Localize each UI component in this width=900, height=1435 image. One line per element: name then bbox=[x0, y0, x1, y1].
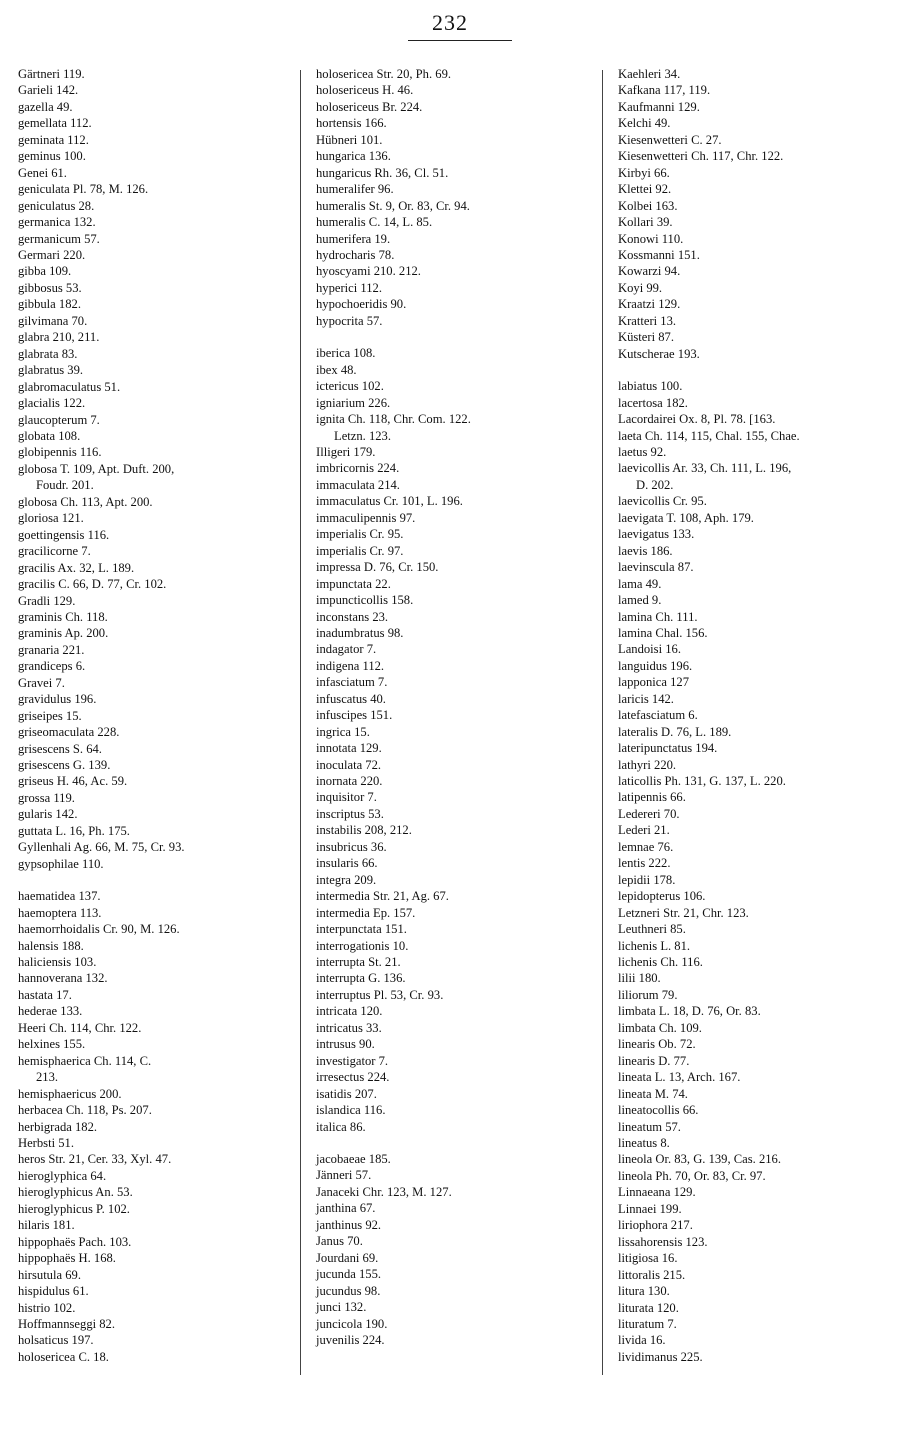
index-entry: Linnaeana 129. bbox=[618, 1185, 696, 1200]
index-entry: hirsutula 69. bbox=[18, 1267, 81, 1282]
index-entry: lamed 9. bbox=[618, 593, 662, 608]
index-entry: Kaufmanni 129. bbox=[618, 99, 700, 114]
index-entry: Herbsti 51. bbox=[18, 1136, 74, 1150]
index-entry: lacertosa 182. bbox=[618, 395, 688, 410]
index-entry: lateralis D. 76, L. 189. bbox=[618, 724, 732, 739]
index-entry: linearis D. 77. bbox=[618, 1053, 690, 1068]
index-entry: Kutscherae 193. bbox=[618, 346, 700, 361]
index-entry: ibex 48. bbox=[316, 362, 357, 377]
index-entry: Jourdani 69. bbox=[316, 1250, 379, 1265]
index-entry: gazella 49. bbox=[18, 99, 73, 114]
index-entry: Lacordairei Ox. 8, Pl. 78. [163. bbox=[618, 412, 776, 427]
index-entry: littoralis 215. bbox=[618, 1267, 686, 1282]
index-entry: hippophaës H. 168. bbox=[18, 1251, 116, 1266]
index-entry-continuation: 213. bbox=[36, 1070, 59, 1085]
index-entry: griseomaculata 228. bbox=[18, 725, 120, 740]
index-entry: globata 108. bbox=[18, 428, 81, 443]
index-entry: haemorrhoidalis Cr. 90, M. 126. bbox=[18, 922, 180, 937]
index-entry: interrupta G. 136. bbox=[316, 971, 406, 986]
index-entry: impressa D. 76, Cr. 150. bbox=[316, 560, 439, 575]
index-entry: linearis Ob. 72. bbox=[618, 1037, 696, 1052]
index-entry: gracilis C. 66, D. 77, Cr. 102. bbox=[18, 577, 167, 592]
index-entry: juvenilis 224. bbox=[316, 1332, 385, 1347]
index-entry: limbata Ch. 109. bbox=[618, 1020, 702, 1035]
index-entry: laevicollis Ar. 33, Ch. 111, L. 196, bbox=[618, 461, 792, 476]
index-entry: Kollari 39. bbox=[618, 215, 673, 230]
index-entry: heros Str. 21, Cer. 33, Xyl. 47. bbox=[18, 1152, 172, 1167]
index-column-1 bbox=[18, 66, 314, 1365]
index-entry: lamina Chal. 156. bbox=[618, 625, 708, 640]
index-entry: indagator 7. bbox=[316, 642, 377, 657]
index-entry: lividimanus 225. bbox=[618, 1349, 703, 1364]
index-entry: inscriptus 53. bbox=[316, 806, 384, 821]
index-entry: islandica 116. bbox=[316, 1103, 386, 1118]
index-entry: Kirbyi 66. bbox=[618, 165, 670, 180]
index-entry: lentis 222. bbox=[618, 856, 671, 871]
index-entry: halensis 188. bbox=[18, 938, 84, 953]
index-entry: janthinus 92. bbox=[316, 1217, 382, 1232]
index-entry: languidus 196. bbox=[618, 658, 693, 673]
index-entry: granaria 221. bbox=[18, 642, 85, 657]
index-entry: goettingensis 116. bbox=[18, 527, 110, 542]
index-entry: haemoptera 113. bbox=[18, 905, 102, 920]
index-entry: glabromaculatus 51. bbox=[18, 379, 121, 394]
index-entry-continuation: D. 202. bbox=[636, 477, 674, 492]
index-entry: hyperici 112. bbox=[316, 280, 382, 295]
index-entry: intricatus 33. bbox=[316, 1020, 382, 1035]
index-entry: immaculata 214. bbox=[316, 477, 400, 492]
index-entry: interpunctata 151. bbox=[316, 922, 407, 937]
index-entry: Illigeri 179. bbox=[316, 444, 376, 459]
index-entry: Linnaei 199. bbox=[618, 1201, 682, 1216]
index-entry: latefasciatum 6. bbox=[618, 708, 698, 723]
index-entry: jucunda 155. bbox=[316, 1267, 382, 1282]
index-entry: gibbula 182. bbox=[18, 297, 81, 312]
index-entry: litigiosa 16. bbox=[618, 1251, 678, 1266]
index-entry: gypsophilae 110. bbox=[18, 856, 104, 871]
index-entry: grandiceps 6. bbox=[18, 659, 86, 674]
index-entry: lineatus 8. bbox=[618, 1136, 670, 1150]
index-entry: italica 86. bbox=[316, 1119, 366, 1134]
index-entry: immaculatus Cr. 101, L. 196. bbox=[316, 494, 463, 509]
index-entry: glabratus 39. bbox=[18, 363, 84, 378]
index-entry: janthina 67. bbox=[316, 1201, 376, 1216]
index-entry: hieroglyphica 64. bbox=[18, 1168, 107, 1183]
index-entry: lineatum 57. bbox=[618, 1119, 681, 1134]
index-entry: juncicola 190. bbox=[316, 1316, 388, 1331]
index-entry: Gradli 129. bbox=[18, 593, 76, 608]
index-entry: imbricornis 224. bbox=[316, 461, 400, 476]
index-entry: glabrata 83. bbox=[18, 346, 78, 361]
index-entry: herbigrada 182. bbox=[18, 1119, 98, 1134]
index-entry: imperialis Cr. 97. bbox=[316, 543, 404, 558]
index-entry: Hübneri 101. bbox=[316, 132, 383, 147]
index-entry: geminus 100. bbox=[18, 149, 86, 164]
index-entry: laetus 92. bbox=[618, 444, 667, 459]
index-entry: humerifera 19. bbox=[316, 231, 391, 246]
index-entry: grossa 119. bbox=[18, 790, 75, 805]
index-entry: hyoscyami 210. 212. bbox=[316, 264, 421, 279]
index-entry: Letzneri Str. 21, Chr. 123. bbox=[618, 905, 749, 920]
index-entry: Garieli 142. bbox=[18, 83, 79, 98]
index-entry: indigena 112. bbox=[316, 658, 385, 673]
index-entry: hungaricus Rh. 36, Cl. 51. bbox=[316, 165, 449, 180]
index-entry: lateripunctatus 194. bbox=[618, 741, 718, 756]
page-number: 232 bbox=[432, 10, 468, 35]
index-entry: jacobaeae 185. bbox=[316, 1152, 391, 1166]
index-entry: immaculipennis 97. bbox=[316, 510, 416, 525]
index-entry: lilii 180. bbox=[618, 971, 661, 986]
index-entry: interrogationis 10. bbox=[316, 938, 409, 953]
index-entry: lamina Ch. 111. bbox=[618, 609, 698, 624]
index-entry: glabra 210, 211. bbox=[18, 330, 100, 345]
index-entry: hemisphaerica Ch. 114, C. bbox=[18, 1053, 152, 1068]
index-entry: intermedia Str. 21, Ag. 67. bbox=[316, 889, 449, 904]
index-entry: lineola Ph. 70, Or. 83, Cr. 97. bbox=[618, 1168, 766, 1183]
index-entry: geniculatus 28. bbox=[18, 198, 95, 213]
index-entry: irresectus 224. bbox=[316, 1070, 390, 1085]
index-entry: lissahorensis 123. bbox=[618, 1234, 708, 1249]
index-entry: Kossmanni 151. bbox=[618, 247, 700, 262]
index-entry: Ledereri 70. bbox=[618, 806, 680, 821]
index-entry: limbata L. 18, D. 76, Or. 83. bbox=[618, 1004, 761, 1019]
index-entry: liriophora 217. bbox=[618, 1218, 693, 1233]
index-entry: griseus H. 46, Ac. 59. bbox=[18, 774, 128, 789]
index-entry: gibbosus 53. bbox=[18, 280, 82, 295]
index-entry: laevigata T. 108, Aph. 179. bbox=[618, 510, 754, 525]
index-entry: holosericeus Br. 224. bbox=[316, 99, 423, 114]
index-entry: Heeri Ch. 114, Chr. 122. bbox=[18, 1020, 142, 1035]
index-entry: lineola Or. 83, G. 139, Cas. 216. bbox=[618, 1152, 782, 1167]
index-entry: infasciatum 7. bbox=[316, 675, 388, 690]
index-entry: Kolbei 163. bbox=[618, 198, 678, 213]
index-entry: Kelchi 49. bbox=[618, 116, 671, 131]
index-entry: Kafkana 117, 119. bbox=[618, 83, 711, 98]
index-entry: hungarica 136. bbox=[316, 149, 391, 164]
index-entry: impunctata 22. bbox=[316, 576, 391, 591]
index-entry: hortensis 166. bbox=[316, 116, 387, 131]
index-entry: laricis 142. bbox=[618, 691, 674, 706]
index-entry: Klettei 92. bbox=[618, 182, 672, 197]
index-entry: Kiesenwetteri C. 27. bbox=[618, 132, 722, 147]
index-entry: ingrica 15. bbox=[316, 724, 370, 739]
index-entry: liturata 120. bbox=[618, 1300, 679, 1315]
index-entry: gracilis Ax. 32, L. 189. bbox=[18, 560, 135, 575]
index-entry: glacialis 122. bbox=[18, 396, 86, 411]
index-entry: humeralifer 96. bbox=[316, 182, 394, 197]
index-entry: junci 132. bbox=[316, 1300, 367, 1315]
index-entry: inquisitor 7. bbox=[316, 790, 377, 805]
index-entry: hydrocharis 78. bbox=[316, 247, 395, 262]
index-entry: haliciensis 103. bbox=[18, 955, 97, 970]
index-entry: latipennis 66. bbox=[618, 790, 686, 805]
index-entry: intermedia Ep. 157. bbox=[316, 905, 416, 920]
index-entry-continuation: Letzn. 123. bbox=[334, 428, 392, 443]
index-entry: graminis Ch. 118. bbox=[18, 609, 108, 624]
index-entry: inornata 220. bbox=[316, 774, 383, 789]
index-entry: Kaehleri 34. bbox=[618, 67, 681, 81]
header-rule bbox=[408, 40, 512, 41]
index-entry: Hoffmannseggi 82. bbox=[18, 1316, 116, 1331]
index-entry: lineatocollis 66. bbox=[618, 1103, 699, 1118]
index-entry: inadumbratus 98. bbox=[316, 625, 404, 640]
index-entry: gracilicorne 7. bbox=[18, 544, 91, 559]
index-entry: hispidulus 61. bbox=[18, 1284, 89, 1299]
index-entry: infuscipes 151. bbox=[316, 708, 393, 723]
index-entry: Janus 70. bbox=[316, 1234, 363, 1249]
index-entry: gibba 109. bbox=[18, 264, 72, 279]
index-entry: herbacea Ch. 118, Ps. 207. bbox=[18, 1103, 152, 1118]
index-entry: Küsteri 87. bbox=[618, 330, 674, 345]
index-entry: instabilis 208, 212. bbox=[316, 823, 412, 838]
index-entry: ictericus 102. bbox=[316, 379, 384, 394]
index-entry: germanicum 57. bbox=[18, 231, 100, 246]
index-entry: Leuthneri 85. bbox=[618, 922, 686, 937]
index-entry: insularis 66. bbox=[316, 856, 378, 871]
index-entry: germanica 132. bbox=[18, 215, 96, 230]
index-entry: hieroglyphicus P. 102. bbox=[18, 1201, 130, 1216]
index-entry: innotata 129. bbox=[316, 741, 382, 756]
index-entry: lineata L. 13, Arch. 167. bbox=[618, 1070, 741, 1085]
index-entry: investigator 7. bbox=[316, 1053, 389, 1068]
index-entry: globosa Ch. 113, Apt. 200. bbox=[18, 494, 153, 509]
index-entry: insubricus 36. bbox=[316, 839, 387, 854]
index-entry: Kiesenwetteri Ch. 117, Chr. 122. bbox=[618, 149, 784, 164]
index-entry: livida 16. bbox=[618, 1333, 666, 1348]
index-entry: hederae 133. bbox=[18, 1004, 83, 1019]
index-entry: laevinscula 87. bbox=[618, 560, 694, 575]
index-entry: lathyri 220. bbox=[618, 757, 677, 772]
index-entry: grisescens S. 64. bbox=[18, 741, 102, 756]
index-entry: intrusus 90. bbox=[316, 1037, 375, 1052]
index-entry: laevis 186. bbox=[618, 543, 673, 558]
index-entry: humeralis St. 9, Or. 83, Cr. 94. bbox=[316, 198, 470, 213]
index-entry: Jänneri 57. bbox=[316, 1168, 372, 1183]
index-entry: Genei 61. bbox=[18, 165, 67, 180]
index-entry: lapponica 127 bbox=[618, 675, 689, 690]
index-entry: liliorum 79. bbox=[618, 987, 678, 1002]
index-entry: interruptus Pl. 53, Cr. 93. bbox=[316, 987, 444, 1002]
index-column-2 bbox=[316, 66, 612, 1348]
index-entry: histrio 102. bbox=[18, 1300, 76, 1315]
index-entry: guttata L. 16, Ph. 175. bbox=[18, 823, 130, 838]
index-entry: holsaticus 197. bbox=[18, 1333, 94, 1348]
index-entry: Gärtneri 119. bbox=[18, 67, 85, 81]
index-entry: Gyllenhali Ag. 66, M. 75, Cr. 93. bbox=[18, 840, 185, 855]
index-entry: hypocrita 57. bbox=[316, 313, 383, 328]
index-entry: gravidulus 196. bbox=[18, 692, 97, 707]
index-entry: holosericeus H. 46. bbox=[316, 83, 414, 98]
index-entry: integra 209. bbox=[316, 872, 377, 887]
index-entry: Janaceki Chr. 123, M. 127. bbox=[316, 1184, 452, 1199]
index-entry: hemisphaericus 200. bbox=[18, 1086, 122, 1101]
index-entry: lineata M. 74. bbox=[618, 1086, 688, 1101]
index-entry-continuation: Foudr. 201. bbox=[36, 478, 94, 493]
index-entry: igniarium 226. bbox=[316, 395, 391, 410]
index-entry: lituratum 7. bbox=[618, 1316, 677, 1331]
index-entry: hippophaës Pach. 103. bbox=[18, 1234, 132, 1249]
index-entry: gemellata 112. bbox=[18, 116, 92, 131]
index-entry: Koyi 99. bbox=[618, 280, 663, 295]
index-entry: hilaris 181. bbox=[18, 1218, 75, 1233]
index-entry: geminata 112. bbox=[18, 132, 89, 147]
index-entry: hannoverana 132. bbox=[18, 971, 108, 986]
index-entry: laevigatus 133. bbox=[618, 527, 695, 542]
index-entry: lepidopterus 106. bbox=[618, 889, 706, 904]
index-entry: impuncticollis 158. bbox=[316, 593, 414, 608]
index-entry: lepidii 178. bbox=[618, 872, 676, 887]
index-entry: laticollis Ph. 131, G. 137, L. 220. bbox=[618, 774, 786, 789]
index-entry: holosericea Str. 20, Ph. 69. bbox=[316, 67, 452, 81]
index-entry: litura 130. bbox=[618, 1284, 670, 1299]
index-entry: lemnae 76. bbox=[618, 839, 674, 854]
index-entry: iberica 108. bbox=[316, 346, 376, 361]
index-entry: Konowi 110. bbox=[618, 231, 684, 246]
index-entry: interrupta St. 21. bbox=[316, 955, 401, 970]
index-entry: inconstans 23. bbox=[316, 609, 389, 624]
index-entry: gloriosa 121. bbox=[18, 511, 84, 526]
index-entry: lama 49. bbox=[618, 576, 662, 591]
index-entry: jucundus 98. bbox=[316, 1283, 381, 1298]
index-entry: humeralis C. 14, L. 85. bbox=[316, 215, 433, 230]
index-entry: gilvimana 70. bbox=[18, 313, 88, 328]
index-entry: inoculata 72. bbox=[316, 757, 382, 772]
index-entry: globosa T. 109, Apt. Duft. 200, bbox=[18, 461, 175, 476]
index-entry: intricata 120. bbox=[316, 1004, 383, 1019]
index-entry: glaucopterum 7. bbox=[18, 412, 100, 427]
index-entry: Landoisi 16. bbox=[618, 642, 681, 657]
index-entry: gularis 142. bbox=[18, 807, 78, 822]
index-entry: ignita Ch. 118, Chr. Com. 122. bbox=[316, 412, 471, 427]
index-entry: Lederi 21. bbox=[618, 823, 670, 838]
index-entry: Kowarzi 94. bbox=[618, 264, 681, 279]
index-entry: imperialis Cr. 95. bbox=[316, 527, 404, 542]
index-entry: globipennis 116. bbox=[18, 445, 102, 460]
index-entry: isatidis 207. bbox=[316, 1086, 377, 1101]
index-entry: griseipes 15. bbox=[18, 708, 82, 723]
index-entry: graminis Ap. 200. bbox=[18, 626, 109, 641]
index-entry: haematidea 137. bbox=[18, 889, 101, 904]
index-entry: Kraatzi 129. bbox=[618, 297, 681, 312]
index-entry: holosericea C. 18. bbox=[18, 1349, 109, 1364]
index-entry: infuscatus 40. bbox=[316, 691, 386, 706]
index-entry: hypochoeridis 90. bbox=[316, 297, 407, 312]
index-entry: Germari 220. bbox=[18, 247, 86, 262]
index-entry: geniculata Pl. 78, M. 126. bbox=[18, 182, 149, 197]
index-entry: Kratteri 13. bbox=[618, 313, 677, 328]
index-entry: grisescens G. 139. bbox=[18, 758, 111, 773]
index-column-3 bbox=[618, 66, 900, 1365]
index-entry: laeta Ch. 114, 115, Chal. 155, Chae. bbox=[618, 428, 800, 443]
index-entry: hastata 17. bbox=[18, 987, 72, 1002]
index-entry: hieroglyphicus An. 53. bbox=[18, 1185, 133, 1200]
index-entry: Gravei 7. bbox=[18, 675, 65, 690]
index-entry: laevicollis Cr. 95. bbox=[618, 494, 707, 509]
index-entry: labiatus 100. bbox=[618, 379, 683, 394]
index-entry: lichenis Ch. 116. bbox=[618, 955, 703, 970]
index-entry: lichenis L. 81. bbox=[618, 938, 691, 953]
index-entry: helxines 155. bbox=[18, 1037, 86, 1052]
